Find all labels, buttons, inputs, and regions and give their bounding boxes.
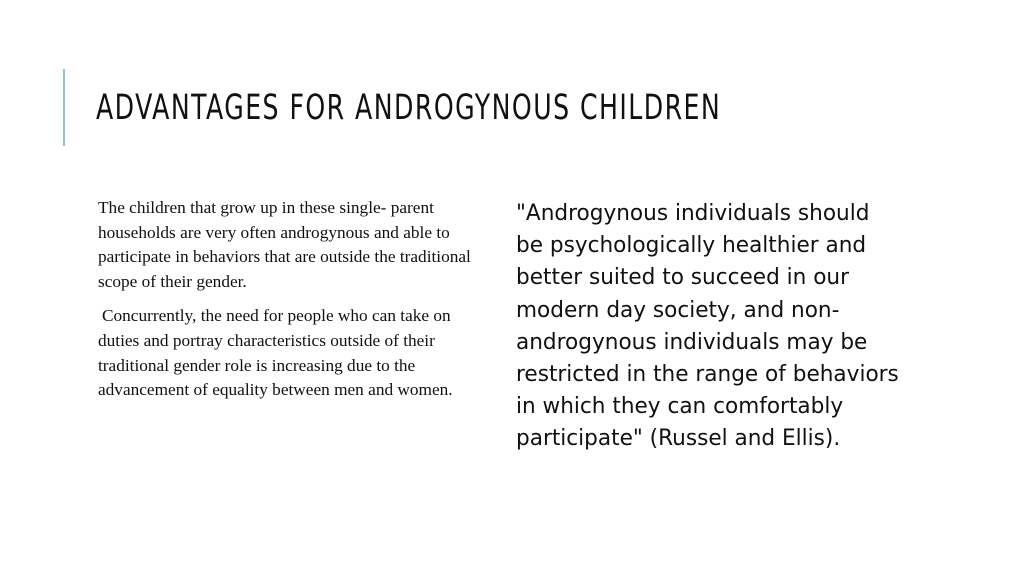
slide-title: ADVANTAGES FOR ANDROGYNOUS CHILDREN — [96, 88, 722, 128]
title-accent-bar — [63, 69, 65, 146]
right-quote: "Androgynous individuals should be psychologically healthier and better suited to succeed in our modern day society, and non-androgynous individuals may be restricted in the range of behaviors in which they can comfortably participate" (Russel and Ellis). — [516, 200, 899, 452]
left-paragraph-2: Concurrently, the need for people who can take on duties and portray characteristics outside of their traditional gender role is increasing due to the advancement of equality between men and women. — [98, 306, 453, 400]
left-paragraph-1: The children that grow up in these single- parent households are very often androgynous and able to participate in behaviors that are outside the traditional scope of their gender. — [98, 198, 471, 291]
left-text-column — [98, 196, 483, 403]
